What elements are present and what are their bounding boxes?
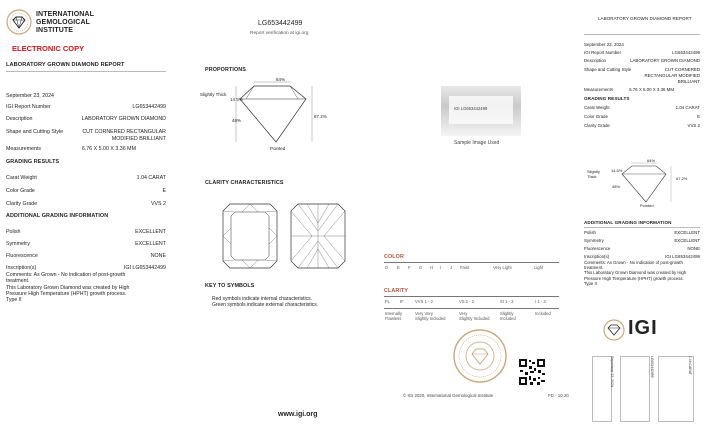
clarity-grade-vvs: VVS 1 - 2 — [415, 299, 433, 304]
clarity-grade-si: SI 1 - 2 — [500, 299, 514, 304]
key-to-symbols-title: KEY TO SYMBOLS — [205, 283, 255, 289]
color-grade-e: E — [397, 265, 400, 270]
color-grade-f: F — [408, 265, 411, 270]
report-verification-text: Report verification at igi.org — [250, 31, 309, 36]
clarity-plot-pavilion — [290, 203, 346, 269]
right-grading-title: GRADING RESULTS — [584, 96, 630, 101]
right-girdle-label: Slightly Thick — [587, 169, 600, 179]
color-grade-j: J — [450, 265, 453, 270]
right-report-date: September 23, 2024 — [584, 42, 624, 47]
proportions-title: PROPORTIONS — [205, 67, 246, 73]
color-scale — [384, 265, 564, 273]
clarity-characteristics-title: CLARITY CHARACTERISTICS — [205, 180, 284, 186]
sample-caption: Sample Image Used — [454, 140, 500, 146]
right-igi-logo-icon — [603, 319, 625, 341]
color-very-light: Very Light — [493, 265, 512, 270]
color-grade-g: G — [419, 265, 423, 270]
brand-name-line1: INTERNATIONAL — [36, 11, 94, 18]
grading-results-title: GRADING RESULTS — [6, 159, 60, 165]
color-grade-i: I — [440, 265, 442, 270]
right-additional-title: ADDITIONAL GRADING INFORMATION — [584, 220, 672, 225]
pavilion-percent: 48% — [232, 118, 242, 123]
depth-percent: 67.2% — [314, 114, 327, 119]
footer-copyright: © IGI 2020, International Gemological Institute — [403, 393, 494, 398]
color-grade-h: H — [430, 265, 434, 270]
right-comments: Comments: As Grown - No indication of post-growth treatment. This Laboratory Grown Diamond was created by High Pressure High Temperature (HPHT) growth process. Type II — [584, 260, 687, 286]
igi-logo-icon — [6, 9, 32, 35]
clarity-grade-if: IF — [400, 299, 404, 304]
right-depth-percent: 67.2% — [676, 176, 688, 181]
right-culet-label: Pointed — [640, 203, 654, 208]
right-report-title: LABORATORY GROWN DIAMOND REPORT — [598, 16, 692, 21]
right-igi-text: IGI — [628, 317, 658, 339]
clarity-descriptions: Internally Flawless Very Very Slightly Included Very Slightly Included Slightly Included Included — [385, 311, 551, 322]
clarity-scale — [384, 299, 564, 307]
culet-label: Pointed — [270, 146, 286, 151]
brand-name-line2: GEMOLOGICAL — [36, 19, 90, 27]
igi-seal-icon — [452, 328, 508, 384]
crown-percent: 14.5% — [230, 97, 243, 102]
color-scale-title: COLOR — [384, 254, 404, 260]
clarity-plot-crown — [222, 203, 278, 269]
sample-inscription: IGI LG653442499 — [454, 106, 488, 111]
color-faint: Faint — [460, 265, 470, 270]
footer-code: FD - 10.20 — [548, 393, 569, 398]
clarity-grade-fl: FL — [385, 299, 390, 304]
key-external-text: Green symbols indicate external characteristics. — [212, 302, 319, 308]
table-percent: 64% — [276, 77, 286, 82]
clarity-grade-i: I 1 - 3 — [535, 299, 546, 304]
brand-name-line3: INSTITUTE — [36, 27, 74, 35]
key-internal-text: Red symbols indicate internal characteristics. — [212, 296, 313, 302]
right-crown-percent: 14.5% — [611, 168, 623, 173]
right-pavilion-percent: 48% — [612, 184, 621, 189]
header-report-number: LG653442499 — [258, 20, 303, 27]
additional-grading-title: ADDITIONAL GRADING INFORMATION — [6, 213, 109, 219]
website-link[interactable]: www.igi.org — [278, 411, 318, 418]
right-proportions-diagram — [618, 162, 680, 208]
clarity-grade-vs: VS 1 - 2 — [459, 299, 475, 304]
right-table-percent: 64% — [647, 158, 656, 163]
electronic-copy-label: ELECTRONIC COPY — [12, 44, 85, 53]
report-date: September 23, 2024 — [6, 93, 55, 99]
micro-print-block: September 23, 2024 LG653442499 1.04 CARAT — [584, 350, 700, 430]
clarity-scale-title: CLARITY — [384, 288, 409, 294]
report-title: LABORATORY GROWN DIAMOND REPORT — [6, 62, 125, 68]
report-comments: Comments: As Grown - No indication of post-growth treatment. This Laboratory Grown Diamond was created by High Pressure High Temperature (HPHT) growth process. Type II — [6, 272, 130, 304]
color-light: Light — [534, 265, 544, 270]
sample-image — [441, 86, 521, 136]
color-grade-d: D — [385, 265, 389, 270]
qr-code-icon[interactable] — [518, 358, 546, 386]
girdle-label: Slightly Thick — [200, 92, 227, 97]
